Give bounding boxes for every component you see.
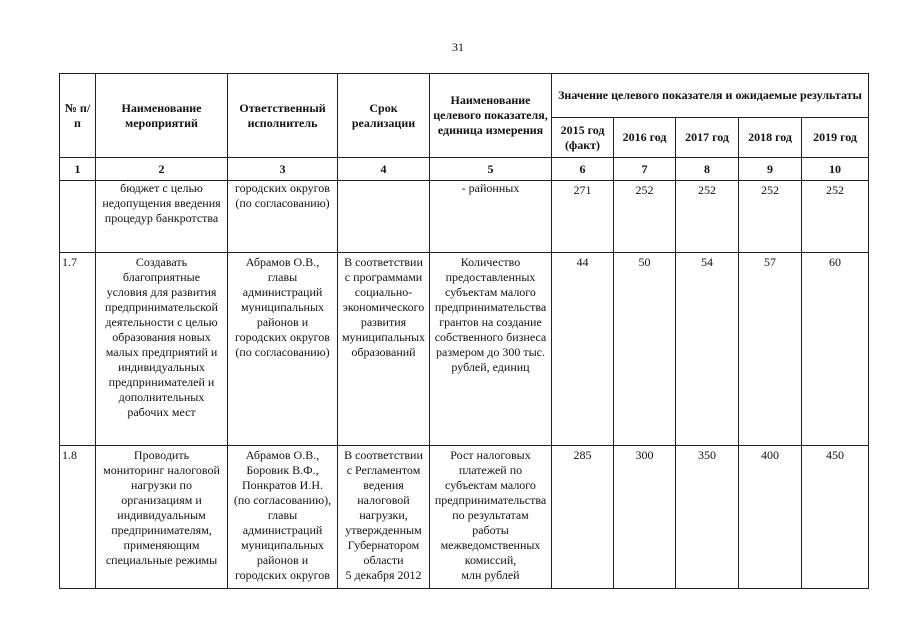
executor-cell xyxy=(228,446,338,589)
indicator-text: Рост налоговых платежей по субъектам малого предпринимательства по результатам работы межведомственных комиссий, млн рублей xyxy=(434,448,547,582)
value-cell: 54 xyxy=(676,253,739,446)
period-text: В соответствии с Регламентом ведения налоговой нагрузки, утвержденным Губернатором области 5 декабря 2012 xyxy=(344,448,423,582)
row-number: 1.8 xyxy=(60,446,96,589)
period-text: В соответствии с программами социально- экономического развития муниципальных образований xyxy=(341,255,426,359)
executor-text: Абрамов О.В., главы администраций муниципальных районов и городских округов (по согласованию) xyxy=(235,255,330,359)
value-cell: 450 xyxy=(802,446,869,589)
column-number: 3 xyxy=(228,158,338,181)
header-indicator: Наименование целевого показателя, единица измерения xyxy=(430,74,552,158)
indicator-text: - районных xyxy=(461,181,520,195)
header-year: 2019 год xyxy=(802,118,869,158)
column-number: 7 xyxy=(614,158,676,181)
executor-text: городских округов (по согласованию) xyxy=(235,181,330,210)
event-cell xyxy=(96,181,228,253)
period-cell xyxy=(338,446,430,589)
header-year: 2015 год (факт) xyxy=(552,118,614,158)
header-year: 2018 год xyxy=(739,118,802,158)
value-cell: 400 xyxy=(739,446,802,589)
header-row-top xyxy=(60,74,869,118)
indicator-cell xyxy=(430,181,552,253)
value-cell: 60 xyxy=(802,253,869,446)
column-number: 2 xyxy=(96,158,228,181)
event-text: бюджет с целью недопущения введения процедур банкротства xyxy=(102,181,221,225)
indicator-table xyxy=(59,73,869,589)
executor-cell xyxy=(228,181,338,253)
event-cell xyxy=(96,253,228,446)
column-number: 5 xyxy=(430,158,552,181)
indicator-cell xyxy=(430,253,552,446)
row-number: 1.7 xyxy=(60,253,96,446)
table-row xyxy=(60,446,869,589)
value-cell: 350 xyxy=(676,446,739,589)
column-number: 1 xyxy=(60,158,96,181)
value-cell: 252 xyxy=(802,181,869,253)
value-cell: 285 xyxy=(552,446,614,589)
column-number: 8 xyxy=(676,158,739,181)
header-period: Срок реализации xyxy=(338,74,430,158)
period-cell xyxy=(338,181,430,253)
table-row xyxy=(60,181,869,253)
event-cell xyxy=(96,446,228,589)
header-year: 2017 год xyxy=(676,118,739,158)
page-number: 31 xyxy=(452,40,464,54)
indicator-text: Количество предоставленных субъектам малого предпринимательства грантов на создание собственного бизнеса размером до 300 тыс. рублей, единиц xyxy=(434,255,547,374)
value-cell: 271 xyxy=(552,181,614,253)
executor-text: Абрамов О.В., Боровик В.Ф., Понкратов И.Н. (по согласованию), главы администраций муниципальных районов и городских округов xyxy=(233,448,332,582)
header-executor: Ответственный исполнитель xyxy=(228,74,338,158)
column-number-row xyxy=(60,158,869,181)
row-number xyxy=(60,181,96,253)
column-number: 4 xyxy=(338,158,430,181)
value-cell: 57 xyxy=(739,253,802,446)
table-row xyxy=(60,253,869,446)
header-year: 2016 год xyxy=(614,118,676,158)
value-cell: 252 xyxy=(676,181,739,253)
header-event: Наименование мероприятий xyxy=(96,74,228,158)
value-cell: 300 xyxy=(614,446,676,589)
column-number: 6 xyxy=(552,158,614,181)
event-text: Создавать благоприятные условия для развития предпринимательской деятельности с целью образования новых малых предприятий и индивидуальных предпринимателей и дополнительных рабочих мест xyxy=(105,255,218,419)
value-cell: 44 xyxy=(552,253,614,446)
header-num: № п/п xyxy=(60,74,96,158)
header-values-group: Значение целевого показателя и ожидаемые результаты xyxy=(552,74,869,118)
period-cell xyxy=(338,253,430,446)
column-number: 10 xyxy=(802,158,869,181)
value-cell: 252 xyxy=(739,181,802,253)
value-cell: 50 xyxy=(614,253,676,446)
executor-cell xyxy=(228,253,338,446)
indicator-cell xyxy=(430,446,552,589)
event-text: Проводить мониторинг налоговой нагрузки по организациям и индивидуальным предпринимателям, применяющим специальные режимы xyxy=(103,448,220,567)
value-cell: 252 xyxy=(614,181,676,253)
column-number: 9 xyxy=(739,158,802,181)
